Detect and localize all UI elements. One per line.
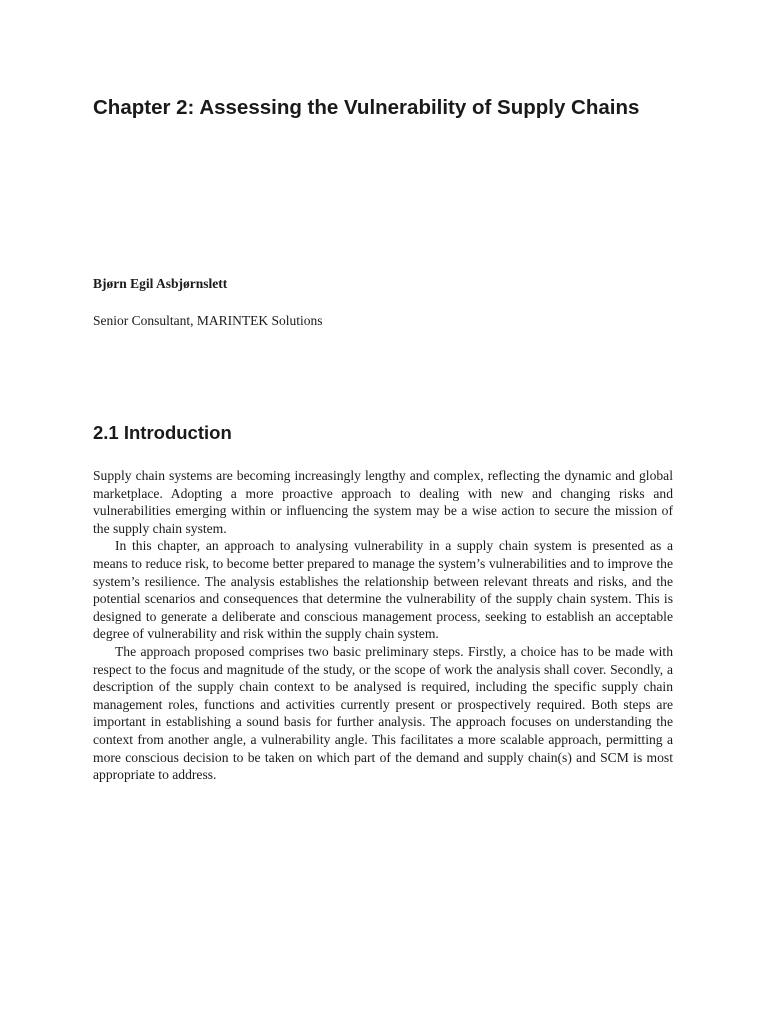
paragraph-3: The approach proposed comprises two basic preliminary steps. Firstly, a choice has to be made with respect to the focus and magnitude of the study, or the scope of work the analysis shall cover. Secondly, a description of the supply chain context to be analysed is required, including the specific supply chain management roles, functions and activities currently present or prospectively required. Both steps are important in establishing a sound basis for further analysis. The approach focuses on understanding the context from another angle, a vulnerability angle. This facilitates a more scalable approach, permitting a more conscious decision to be taken on which part of the demand and supply chain(s) and SCM is most appropriate to address. <box>93 643 673 783</box>
author-affiliation: Senior Consultant, MARINTEK Solutions <box>93 313 323 328</box>
section-body <box>93 467 673 784</box>
author-name: Bjørn Egil Asbjørnslett <box>93 276 228 291</box>
paragraph-2: In this chapter, an approach to analysing vulnerability in a supply chain system is presented as a means to reduce risk, to become better prepared to manage the system’s vulnerabilities and to improve the system’s resilience. The analysis establishes the relationship between relevant threats and risks, and the potential scenarios and consequences that determine the vulnerability of the supply chain system. This is designed to generate a deliberate and conscious management process, seeking to establish an acceptable degree of vulnerability and risk within the supply chain system. <box>93 538 673 642</box>
section-heading: 2.1 Introduction <box>93 422 232 443</box>
paragraph-1: Supply chain systems are becoming increasingly lengthy and complex, reflecting the dynamic and global marketplace. Adopting a more proactive approach to dealing with new and changing risks and vulnerabilities emerging within or influencing the system may be a wise action to secure the mission of the supply chain system. <box>93 468 673 536</box>
chapter-title: Chapter 2: Assessing the Vulnerability of Supply Chains <box>93 96 640 119</box>
